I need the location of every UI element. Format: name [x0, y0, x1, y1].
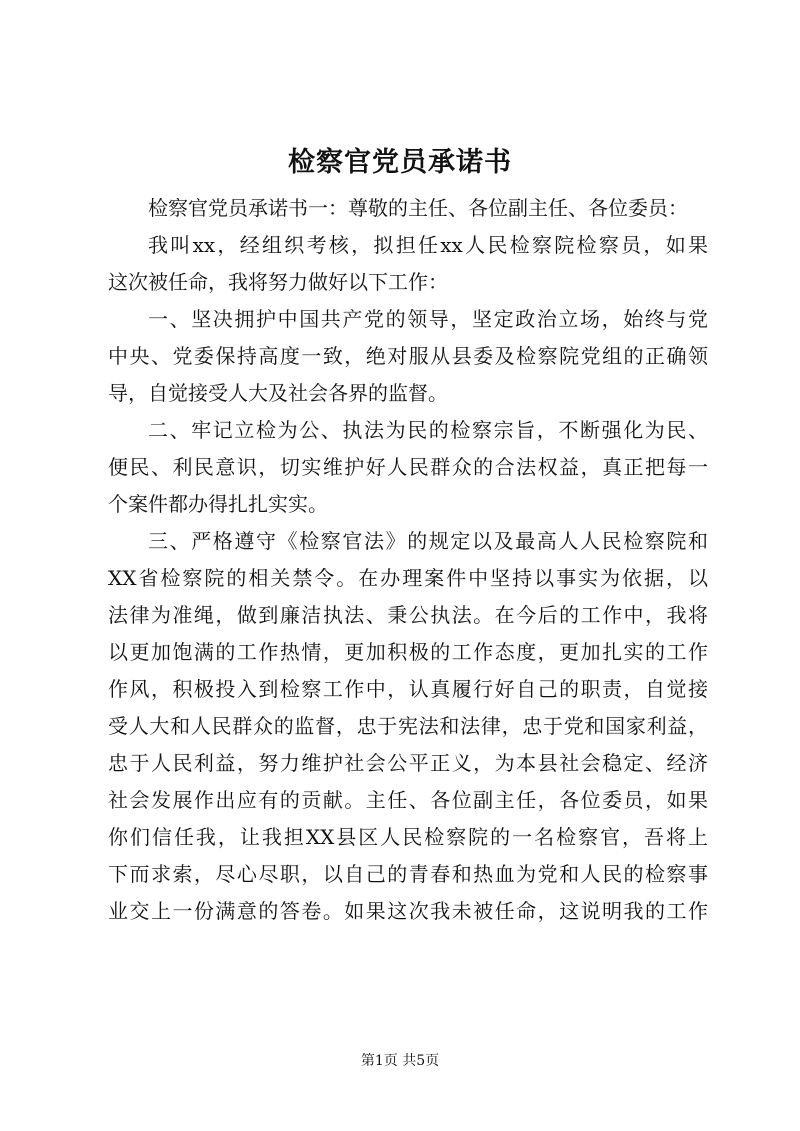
body-line: 社会发展作出应有的贡献。主任、各位副主任，各位委员，如果: [108, 788, 708, 812]
body-line: 三、严格遵守《检察官法》的规定以及最高人人民检察院和: [148, 529, 708, 553]
body-line: 便民、利民意识，切实维护好人民群众的合法权益，真正把每一: [108, 455, 708, 479]
body-line: 作风，积极投入到检察工作中，认真履行好自己的职责，自觉接: [108, 677, 708, 701]
body-line: 个案件都办得扎扎实实。: [108, 492, 328, 516]
body-line: 一、坚决拥护中国共产党的领导，坚定政治立场，始终与党: [148, 307, 708, 331]
page-footer: 第1页 共5页: [360, 1053, 440, 1069]
body-line: 我叫xx，经组织考核，拟担任xx人民检察院检察员，如果: [148, 233, 708, 257]
body-line: 业交上一份满意的答卷。如果这次我未被任命，这说明我的工作: [108, 899, 708, 923]
body-line: 检察官党员承诺书一：尊敬的主任、各位副主任、各位委员：: [148, 196, 688, 220]
body-line: 你们信任我，让我担XX县区人民检察院的一名检察官，吾将上: [108, 825, 708, 849]
body-line: 导，自觉接受人大及社会各界的监督。: [108, 381, 448, 405]
body-line: 二、牢记立检为公、执法为民的检察宗旨，不断强化为民、: [148, 418, 708, 442]
body-line: 中央、党委保持高度一致，绝对服从县委及检察院党组的正确领: [108, 344, 708, 368]
body-line: XX省检察院的相关禁令。在办理案件中坚持以事实为依据，以: [108, 566, 708, 590]
document-title: 检察官党员承诺书: [288, 147, 512, 178]
body-line: 忠于人民利益，努力维护社会公平正义，为本县社会稳定、经济: [108, 751, 708, 775]
body-line: 下而求索，尽心尽职，以自己的青春和热血为党和人民的检察事: [108, 862, 708, 886]
body-line: 以更加饱满的工作热情，更加积极的工作态度，更加扎实的工作: [108, 640, 708, 664]
body-line: 这次被任命，我将努力做好以下工作：: [108, 270, 448, 294]
document-body: [108, 190, 708, 930]
body-line: 法律为准绳，做到廉洁执法、秉公执法。在今后的工作中，我将: [108, 603, 708, 627]
body-line: 受人大和人民群众的监督，忠于宪法和法律，忠于党和国家利益，: [108, 714, 708, 738]
